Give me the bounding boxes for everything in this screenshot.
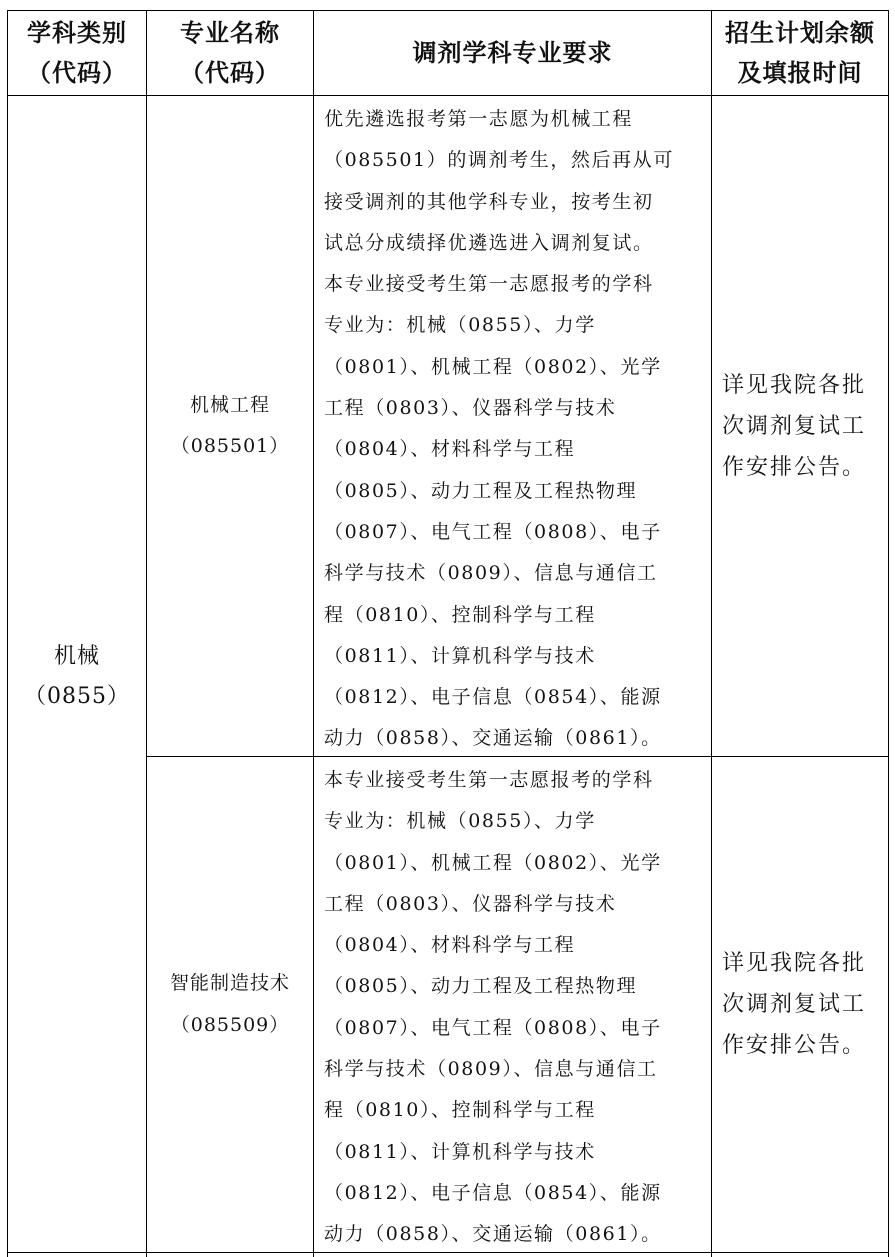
major-code: （085501） [170,435,290,457]
requirement-line: 程（0810）、控制科学与工程 [324,1099,596,1122]
category-cell [8,96,146,1257]
requirement-line: 科学与技术（0809）、信息与通信工 [324,562,658,585]
table-row-1-quota [722,96,888,756]
requirement-line: 专业为：机械（0855）、力学 [324,810,596,833]
quota-line: 作安排公告。 [722,1033,867,1058]
requirement-line: （0807）、电气工程（0808）、电子 [324,1016,662,1039]
category-code: （0855） [24,683,130,709]
table-right-border [888,10,889,1257]
requirement-line: 接受调剂的其他学科专业，按考生初 [324,190,654,213]
major-name: 机械工程 [189,393,270,416]
table-row-1-major [147,96,313,756]
table-row-2-requirements [324,760,708,1256]
requirement-line: （0804）、材料科学与工程 [324,438,576,461]
header-major [147,11,313,95]
requirement-line: （0801）、机械工程（0802）、光学 [324,355,662,378]
header-quota [712,11,888,95]
requirement-line: （0807）、电气工程（0808）、电子 [324,520,662,543]
quota-line: 详见我院各批 [722,372,867,398]
header-quota-time: 及填报时间 [737,59,863,87]
requirement-line: 本专业接受考生第一志愿报考的学科 [324,769,654,791]
header-requirements [314,11,711,95]
requirement-line: 专业为：机械（0855）、力学 [324,314,596,337]
header-category-code: （代码） [27,59,127,87]
category-name: 机械 [53,643,100,669]
requirement-line: （0804）、材料科学与工程 [324,934,576,957]
requirement-line: （0811）、计算机科学与技术 [324,1140,596,1163]
quota-line: 次调剂复试工 [722,992,867,1017]
requirement-line: 优先遴选报考第一志愿为机械工程 [324,108,634,130]
requirement-line: （0801）、机械工程（0802）、光学 [324,851,662,874]
header-major-code: （代码） [180,59,280,87]
header-major-label: 专业名称 [180,19,280,47]
header-category [8,11,146,95]
requirement-line: 动力（0858）、交通运输（0861）。 [324,727,662,750]
table-row-2-major [147,757,313,1252]
requirement-line: 工程（0803）、仪器科学与技术 [324,892,617,915]
requirement-line: 试总分成绩择优遴选进入调剂复试。 [324,231,654,254]
col-divider-2 [313,10,314,1257]
quota-line: 详见我院各批 [722,951,867,976]
header-quota-label: 招生计划余额 [725,19,875,47]
col-divider-3 [711,10,712,1257]
requirement-line: 工程（0803）、仪器科学与技术 [324,397,617,420]
requirement-line: （0805）、动力工程及工程热物理 [324,479,638,502]
requirement-line: （0812）、电子信息（0854）、能源 [324,1181,662,1204]
major-code: （085509） [170,1013,290,1036]
header-requirements-label: 调剂学科专业要求 [412,39,613,67]
quota-line: 作安排公告。 [722,454,867,480]
requirement-line: （085501）的调剂考生，然后再从可 [324,149,674,172]
table-row-1-requirements [324,99,708,760]
table-row-2-quota [722,757,888,1252]
requirement-line: （0811）、计算机科学与技术 [324,644,596,667]
major-name: 智能制造技术 [169,972,290,995]
requirement-line: （0805）、动力工程及工程热物理 [324,975,638,998]
requirement-line: 本专业接受考生第一志愿报考的学科 [324,273,654,296]
requirement-line: 程（0810）、控制科学与工程 [324,603,596,626]
header-category-label: 学科类别 [27,19,127,47]
requirement-line: （0812）、电子信息（0854）、能源 [324,686,662,709]
requirement-line: 动力（0858）、交通运输（0861）。 [324,1223,662,1246]
quota-line: 次调剂复试工 [722,413,867,439]
requirement-line: 科学与技术（0809）、信息与通信工 [324,1058,658,1081]
